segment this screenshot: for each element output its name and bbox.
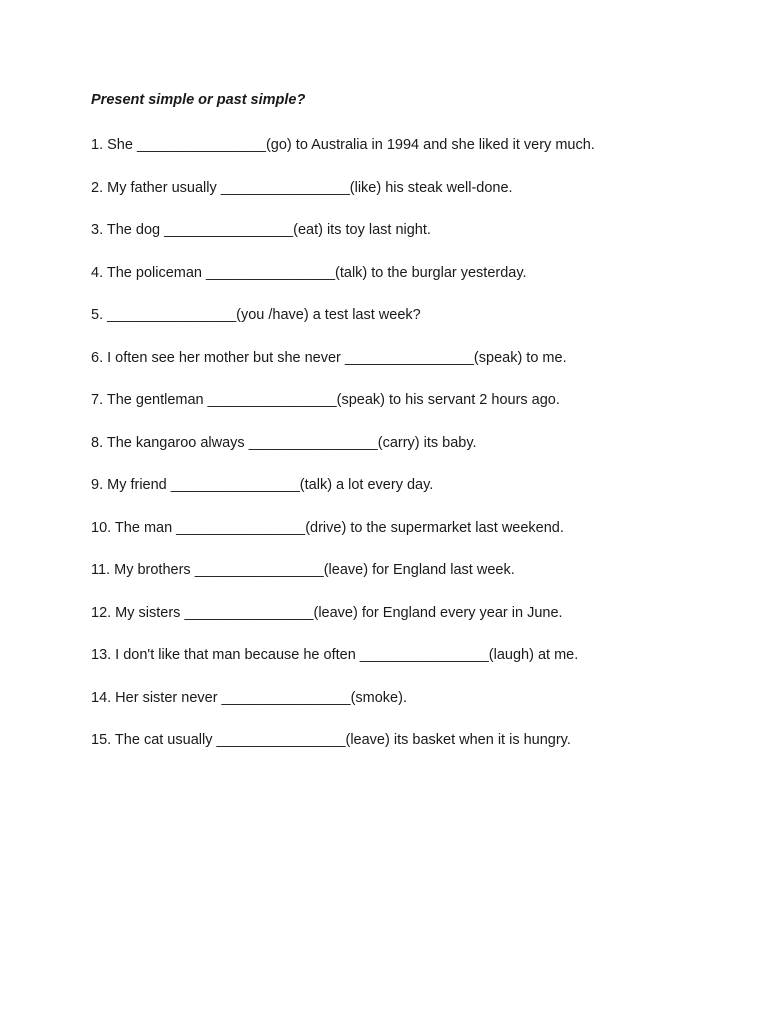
exercise-item-9: 9. My friend ________________(talk) a lot every day. [91, 477, 434, 493]
exercise-item-4: 4. The policeman ________________(talk) to the burglar yesterday. [91, 264, 527, 281]
exercise-item-10: 10. The man ________________(drive) to the supermarket last weekend. [91, 519, 564, 536]
exercise-item-6: 6. I often see her mother but she never ________________(speak) to me. [91, 349, 567, 366]
exercise-item-13: 13. I don't like that man because he often ________________(laugh) at me. [91, 647, 579, 663]
worksheet-title: Present simple or past simple? [91, 92, 306, 108]
exercise-item-5: 5. ________________(you /have) a test last week? [91, 307, 421, 323]
exercise-item-1: 1. She ________________(go) to Australia in 1994 and she liked it very much. [91, 137, 595, 153]
exercise-item-8: 8. The kangaroo always ________________(carry) its baby. [91, 434, 477, 451]
exercise-list [91, 136, 595, 774]
exercise-item-15: 15. The cat usually ________________(leave) its basket when it is hungry. [91, 732, 571, 748]
exercise-item-14: 14. Her sister never ________________(smoke). [91, 689, 407, 706]
exercise-item-11: 11. My brothers ________________(leave) for England last week. [91, 562, 515, 578]
exercise-item-12: 12. My sisters ________________(leave) for England every year in June. [91, 604, 563, 621]
exercise-item-7: 7. The gentleman ________________(speak) to his servant 2 hours ago. [91, 392, 560, 408]
exercise-item-2: 2. My father usually ________________(like) his steak well-done. [91, 179, 513, 196]
exercise-item-3: 3. The dog ________________(eat) its toy last night. [91, 222, 431, 238]
